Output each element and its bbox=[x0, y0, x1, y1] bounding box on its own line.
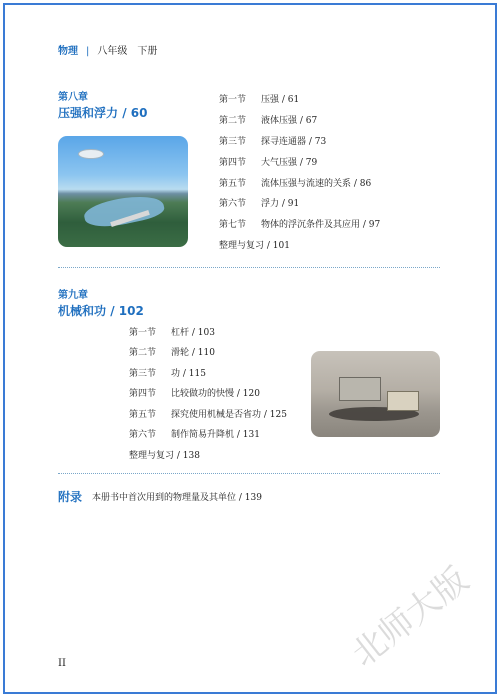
section-title: 探究使用机械是否省功 bbox=[171, 410, 262, 420]
toc-item[interactable] bbox=[219, 157, 317, 169]
appendix-item[interactable] bbox=[92, 490, 262, 503]
chapter-8-title[interactable] bbox=[58, 104, 147, 121]
section-page: / 125 bbox=[261, 410, 287, 420]
rover-shape bbox=[387, 391, 419, 411]
section-number: 第七节 bbox=[219, 220, 247, 230]
section-title: 压强 bbox=[261, 95, 280, 105]
section-page: / 131 bbox=[234, 430, 260, 440]
section-number: 第四节 bbox=[129, 389, 157, 399]
toc-review-item[interactable] bbox=[129, 450, 200, 462]
chapter-8-page: / 60 bbox=[118, 106, 148, 120]
toc-item[interactable] bbox=[129, 347, 215, 359]
toc-item[interactable] bbox=[129, 368, 206, 380]
chapter-9-page-number: 102 bbox=[118, 304, 144, 318]
watermark: 北师大版 bbox=[344, 559, 477, 675]
appendix-label[interactable]: 附录 bbox=[58, 490, 83, 504]
lunar-rover-photo bbox=[311, 351, 440, 437]
page-header bbox=[58, 42, 157, 57]
section-number: 第一节 bbox=[219, 95, 247, 105]
section-page: / 91 bbox=[279, 199, 299, 209]
toc-item[interactable] bbox=[219, 219, 380, 231]
section-page: / 97 bbox=[360, 220, 380, 230]
chapter-9-page: / 102 bbox=[106, 304, 144, 318]
section-title: 比较做功的快慢 bbox=[171, 389, 235, 399]
section-title: 制作简易升降机 bbox=[171, 430, 235, 440]
section-number: 第六节 bbox=[129, 430, 157, 440]
section-page: / 61 bbox=[279, 95, 299, 105]
section-page: / 73 bbox=[306, 137, 326, 147]
lander-shape bbox=[339, 377, 381, 401]
subject-label: 物理 bbox=[58, 46, 78, 57]
section-title: 大气压强 bbox=[261, 158, 298, 168]
chapter-divider bbox=[58, 473, 440, 474]
chapter-8-title-text: 压强和浮力 bbox=[58, 106, 119, 120]
grade-label: 八年级 下册 bbox=[97, 46, 158, 57]
review-page: / 101 bbox=[264, 241, 290, 251]
section-title: 探寻连通器 bbox=[261, 137, 307, 147]
dam-airship-photo bbox=[58, 136, 188, 247]
section-page: / 103 bbox=[189, 328, 215, 338]
toc-item[interactable] bbox=[219, 115, 317, 127]
toc-item[interactable] bbox=[219, 136, 326, 148]
section-page: / 67 bbox=[297, 116, 317, 126]
section-number: 第二节 bbox=[219, 116, 247, 126]
toc-item[interactable] bbox=[219, 198, 299, 210]
section-page: / 115 bbox=[180, 369, 206, 379]
section-title: 流体压强与流速的关系 bbox=[261, 179, 352, 189]
section-title: 液体压强 bbox=[261, 116, 298, 126]
section-title: 滑轮 bbox=[171, 348, 190, 358]
review-title: 整理与复习 bbox=[219, 241, 265, 251]
chapter-8-page-number: 60 bbox=[130, 106, 148, 120]
section-title: 物体的浮沉条件及其应用 bbox=[261, 220, 361, 230]
section-number: 第六节 bbox=[219, 199, 247, 209]
section-number: 第三节 bbox=[219, 137, 247, 147]
section-number: 第四节 bbox=[219, 158, 247, 168]
section-title: 杠杆 bbox=[171, 328, 190, 338]
section-number: 第五节 bbox=[219, 179, 247, 189]
appendix-title: 本册书中首次用到的物理量及其单位 bbox=[92, 493, 237, 503]
toc-review-item[interactable] bbox=[219, 240, 290, 252]
reservoir-shape bbox=[82, 190, 166, 232]
chapter-8-label: 第八章 bbox=[58, 92, 88, 103]
section-number: 第一节 bbox=[129, 328, 157, 338]
section-page: / 79 bbox=[297, 158, 317, 168]
section-page: / 120 bbox=[234, 389, 260, 399]
page-number: II bbox=[58, 658, 66, 669]
toc-item[interactable] bbox=[129, 388, 260, 400]
toc-item[interactable] bbox=[129, 409, 287, 421]
section-number: 第五节 bbox=[129, 410, 157, 420]
toc-item[interactable] bbox=[219, 94, 299, 106]
section-page: / 86 bbox=[351, 179, 371, 189]
header-separator: | bbox=[86, 46, 90, 57]
section-title: 功 bbox=[171, 369, 181, 379]
section-title: 浮力 bbox=[261, 199, 280, 209]
toc-item[interactable] bbox=[129, 429, 260, 441]
chapter-9-title[interactable] bbox=[58, 302, 144, 319]
review-page: / 138 bbox=[174, 451, 200, 461]
section-page: / 110 bbox=[189, 348, 215, 358]
toc-item[interactable] bbox=[129, 327, 215, 339]
section-number: 第二节 bbox=[129, 348, 157, 358]
chapter-divider bbox=[58, 267, 440, 268]
review-title: 整理与复习 bbox=[129, 451, 175, 461]
section-number: 第三节 bbox=[129, 369, 157, 379]
chapter-9-label: 第九章 bbox=[58, 290, 88, 301]
toc-item[interactable] bbox=[219, 178, 371, 190]
chapter-9-title-text: 机械和功 bbox=[58, 304, 107, 318]
appendix-page: / 139 bbox=[236, 493, 262, 503]
airship-shape bbox=[78, 149, 104, 159]
